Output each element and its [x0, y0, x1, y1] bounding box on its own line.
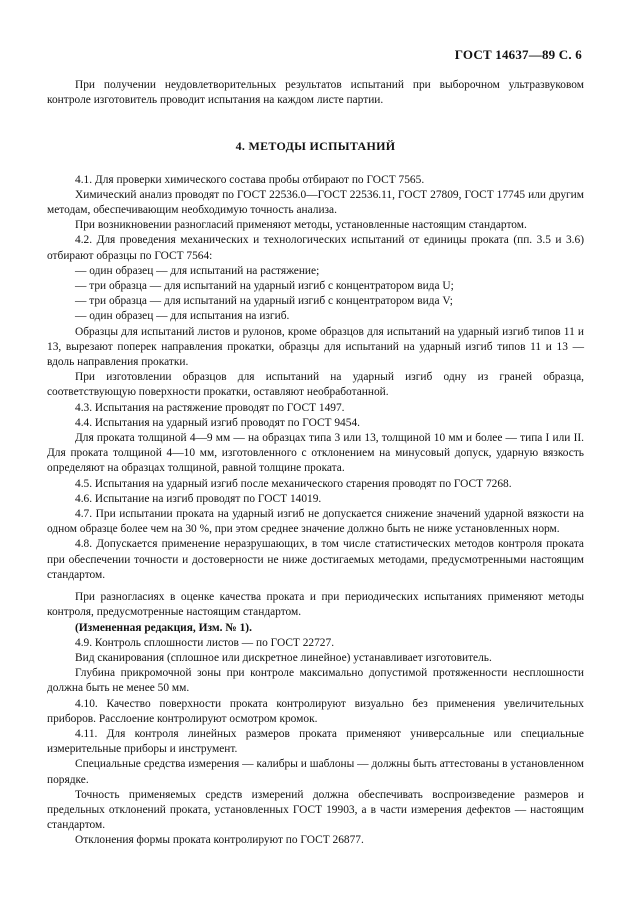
paragraph: Образцы для испытаний листов и рулонов, кроме образцов для испытаний на ударный изгиб типов 11 и 13, вырезают поперек направления прокатки, образцы для испытаний на ударный изгиб типов 11 и 13 — вдоль направления прокатки. [47, 325, 584, 369]
paragraph: Вид сканирования (сплошное или дискретное линейное) устанавливает изготовитель. [75, 651, 492, 664]
paragraph: Отклонения формы проката контролируют по ГОСТ 26877. [75, 834, 364, 847]
paragraph: Для проката толщиной 4—9 мм — на образцах типа 3 или 13, толщиной 10 мм и более — типа I или II. Для проката толщиной 4—10 мм, изготовленного с отклонением на минусовый допуск, ударную вязкость определяют на образцах толщиной, равной толщине проката. [47, 432, 584, 475]
paragraph: Глубина прикромочной зоны при контроле максимально допустимой протяженности несплошности должна быть не менее 50 мм. [47, 667, 584, 695]
list-item: — один образец — для испытания на изгиб. [75, 310, 290, 323]
paragraph: Специальные средства измерения — калибры и шаблоны — должны быть аттестованы в установленном порядке. [47, 758, 584, 786]
paragraph-4-1: 4.1. Для проверки химического состава пробы отбирают по ГОСТ 7565. [75, 173, 425, 186]
document-body [47, 78, 584, 849]
paragraph-4-2: 4.2. Для проведения механических и технологических испытаний от единицы проката (пп. 3.5 и 3.6) отбирают образцы по ГОСТ 7564: [47, 234, 584, 262]
paragraph-4-10: 4.10. Качество поверхности проката контролируют визуально без применения увеличительных приборов. Расслоение контролируют осмотром кромок. [47, 697, 584, 725]
paragraph-4-3: 4.3. Испытания на растяжение проводят по ГОСТ 1497. [75, 401, 345, 414]
paragraph: При разногласиях в оценке качества проката и при периодических испытаниях применяют методы контроля, предусмотренные настоящим стандартом. [47, 591, 584, 619]
paragraph-4-4: 4.4. Испытания на ударный изгиб проводят по ГОСТ 9454. [75, 416, 360, 429]
paragraph-4-5: 4.5. Испытания на ударный изгиб после механического старения проводят по ГОСТ 7268. [75, 477, 512, 490]
list-item: — три образца — для испытаний на ударный изгиб с концентратором вида V; [75, 295, 453, 308]
amendment-note: (Измененная редакция, Изм. № 1). [75, 621, 252, 634]
paragraph: При изготовлении образцов для испытаний на ударный изгиб одну из граней образца, соответствующую поверхности прокатки, оставляют необработанной. [47, 371, 584, 399]
list-item: — один образец — для испытаний на растяжение; [75, 264, 320, 277]
paragraph: При возникновении разногласий применяют методы, установленные настоящим стандартом. [75, 219, 527, 232]
paragraph-4-11: 4.11. Для контроля линейных размеров проката применяют универсальные или специальные измерительные приборы и инструмент. [47, 727, 584, 756]
list-item: — три образца — для испытаний на ударный изгиб с концентратором вида U; [75, 280, 454, 293]
intro-paragraph: При получении неудовлетворительных результатов испытаний при выборочном ультразвуковом контроле изготовитель проводит испытания на каждом листе партии. [47, 79, 584, 107]
paragraph-4-6: 4.6. Испытание на изгиб проводят по ГОСТ 14019. [75, 492, 322, 505]
paragraph-4-7: 4.7. При испытании проката на ударный изгиб не допускается снижение значений ударной вязкости на одном образце более чем на 30 %, при этом среднее значение должно быть не ниже установленных норм. [47, 508, 584, 536]
section-title: 4. МЕТОДЫ ИСПЫТАНИЙ [235, 139, 396, 154]
page-header: ГОСТ 14637—89 С. 6 [454, 47, 582, 62]
paragraph: Точность применяемых средств измерений должна обеспечивать воспроизведение размеров и предельных отклонений проката, установленных ГОСТ 19903, а в части измерения дефектов — настоящим стандартом. [47, 788, 584, 832]
paragraph: Химический анализ проводят по ГОСТ 22536.0—ГОСТ 22536.11, ГОСТ 27809, ГОСТ 17745 или другим методам, обеспечивающим необходимую точность анализа. [47, 188, 584, 217]
paragraph-4-8: 4.8. Допускается применение неразрушающих, в том числе статистических методов контроля проката при обеспечении точности и достоверности не ниже достигаемых методами, предусмотренными настоящим стандартом. [47, 538, 584, 581]
paragraph-4-9: 4.9. Контроль сплошности листов — по ГОСТ 22727. [75, 636, 335, 649]
